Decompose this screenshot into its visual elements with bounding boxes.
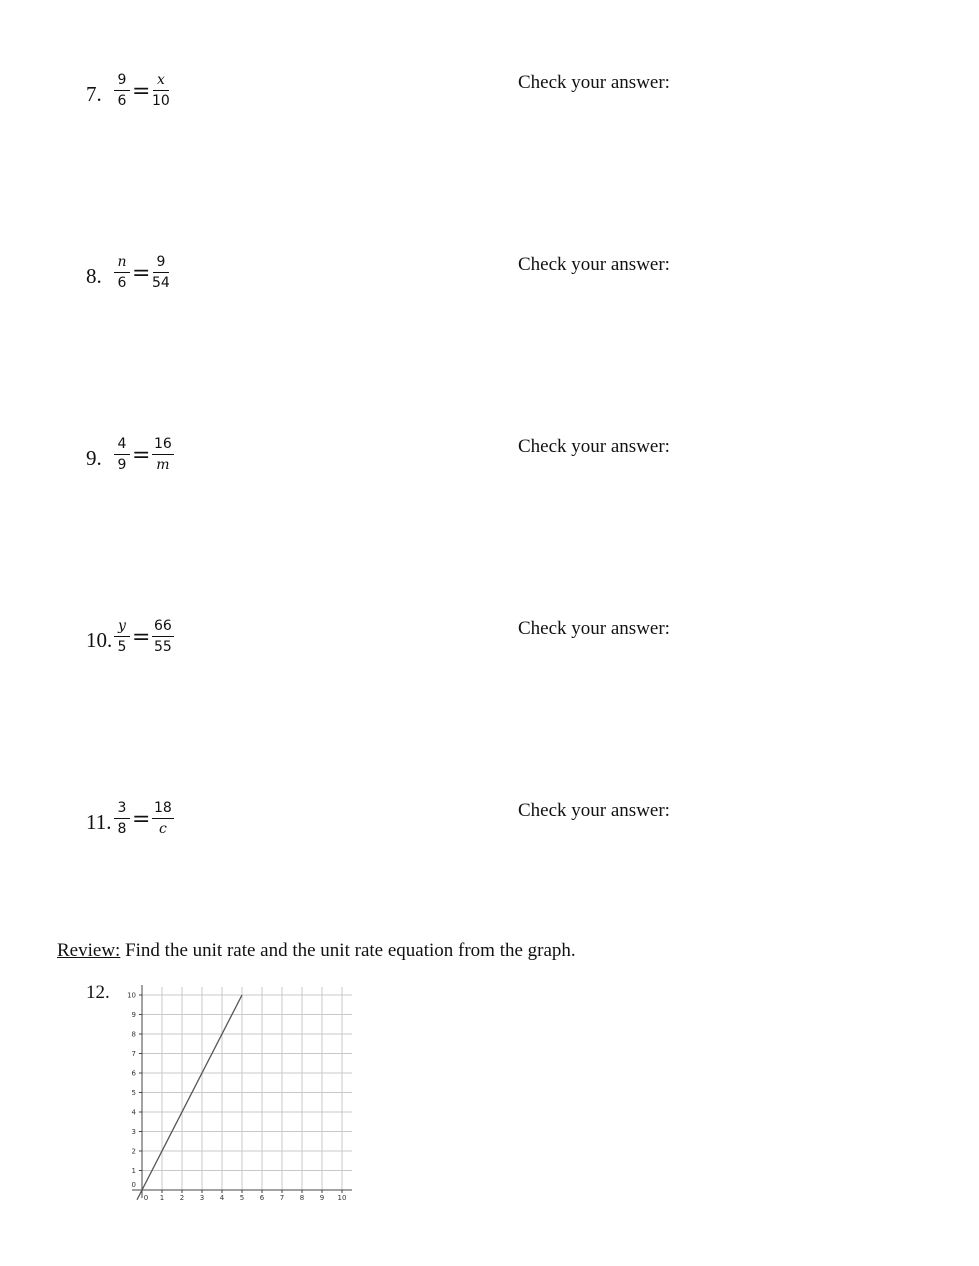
right-fraction (152, 437, 174, 472)
x-tick-label: 9 (319, 1194, 325, 1202)
y-tick-label: 3 (131, 1128, 136, 1136)
y-tick-label: 5 (131, 1089, 136, 1097)
equals-sign: = (132, 261, 151, 286)
check-your-answer-label: Check your answer: (518, 436, 670, 457)
left-fraction (114, 619, 130, 654)
denominator: 6 (117, 275, 127, 291)
denominator: 9 (117, 457, 127, 473)
y-tick-label: 1 (131, 1167, 136, 1175)
problem-number: 8. (86, 264, 102, 288)
right-fraction (152, 73, 170, 108)
x-tick-label: 5 (239, 1194, 245, 1202)
numerator: 16 (152, 437, 174, 455)
denominator: 54 (152, 275, 170, 291)
numerator: x (153, 73, 169, 91)
x-tick-label: 10 (337, 1194, 347, 1202)
y-tick-label: 0 (131, 1181, 136, 1189)
numerator: 4 (114, 437, 130, 455)
y-tick-label: 4 (131, 1108, 136, 1117)
review-instruction (57, 940, 576, 962)
denominator: 6 (117, 93, 127, 109)
y-tick-label: 6 (131, 1069, 136, 1078)
x-tick-label: 6 (259, 1194, 265, 1202)
y-tick-label: 8 (131, 1030, 136, 1039)
denominator: 5 (117, 639, 127, 655)
review-label: Review: (57, 940, 121, 961)
left-fraction (114, 73, 130, 108)
y-tick-label: 7 (131, 1050, 136, 1058)
numerator: 66 (152, 619, 174, 637)
problem-12-number: 12. (86, 982, 110, 1003)
equals-sign: = (132, 79, 151, 104)
x-tick-label: 3 (199, 1194, 205, 1202)
right-fraction (152, 801, 174, 836)
numerator: n (114, 255, 130, 273)
check-your-answer-label: Check your answer: (518, 72, 670, 93)
problem-number: 10. (86, 628, 113, 652)
check-your-answer-label: Check your answer: (518, 618, 670, 639)
denominator: 55 (154, 639, 172, 655)
right-fraction (152, 619, 174, 654)
right-fraction (152, 255, 170, 290)
problem-number: 7. (86, 82, 102, 106)
x-tick-label: 8 (299, 1194, 305, 1202)
y-tick-label: 2 (131, 1147, 136, 1156)
y-tick-label: 9 (131, 1011, 136, 1019)
x-tick-label: 2 (179, 1194, 185, 1202)
x-tick-label: 7 (279, 1194, 285, 1202)
numerator: 9 (153, 255, 169, 273)
equals-sign: = (132, 625, 151, 650)
equals-sign: = (132, 807, 151, 832)
numerator: 18 (152, 801, 174, 819)
numerator: 9 (114, 73, 130, 91)
denominator: 8 (117, 821, 127, 837)
x-tick-label: 0 (143, 1194, 149, 1202)
denominator: c (158, 821, 167, 837)
y-tick-label: 10 (127, 991, 136, 1000)
left-fraction (114, 801, 130, 836)
left-fraction (114, 437, 130, 472)
review-text: Find the unit rate and the unit rate equation from the graph. (120, 940, 576, 961)
x-tick-label: 1 (159, 1194, 165, 1202)
equals-sign: = (132, 443, 151, 468)
problem-number: 11. (86, 810, 112, 834)
unit-rate-graph (120, 975, 360, 1210)
denominator: 10 (152, 93, 170, 109)
problem-number: 9. (86, 446, 102, 470)
numerator: 3 (114, 801, 130, 819)
denominator: m (156, 457, 170, 473)
check-your-answer-label: Check your answer: (518, 800, 670, 821)
x-tick-label: 4 (219, 1194, 225, 1202)
check-your-answer-label: Check your answer: (518, 254, 670, 275)
series-line (137, 995, 245, 1202)
left-fraction (114, 255, 130, 290)
numerator: y (114, 619, 130, 637)
